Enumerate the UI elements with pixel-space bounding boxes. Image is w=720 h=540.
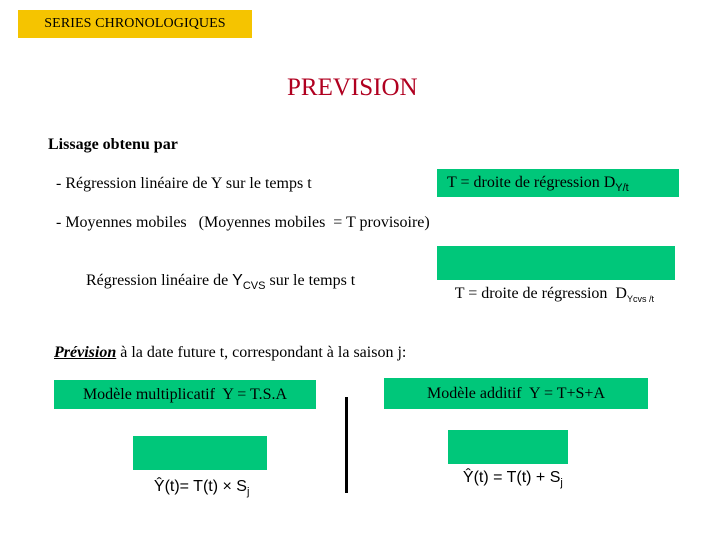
- regression-cvs-before: Régression linéaire de: [86, 272, 233, 289]
- page-title: PREVISION: [287, 74, 418, 101]
- section-tag: SERIES CHRONOLOGIQUES: [18, 10, 252, 38]
- regression-cvs-after: sur le temps t: [265, 272, 356, 289]
- regression-result-box: [437, 169, 679, 197]
- regression-cvs-var-sub: CVS: [242, 280, 266, 292]
- prevision-text: à la date future t, correspondant à la saison j:: [116, 344, 407, 361]
- regression-cvs-result-text: T = droite de régression D: [454, 285, 627, 302]
- lissage-heading: Lissage obtenu par: [48, 136, 178, 153]
- formula-additif: [448, 430, 568, 489]
- formula-multiplicatif-sub: j: [246, 486, 250, 498]
- moyennes-line: - Moyennes mobiles (Moyennes mobiles = T provisoire): [56, 214, 430, 231]
- model-multiplicatif-box: Modèle multiplicatif Y = T.S.A: [54, 380, 316, 409]
- prevision-sentence: [54, 344, 406, 362]
- regression-cvs-var: Y: [232, 272, 243, 289]
- regression-line: - Régression linéaire de Y sur le temps t: [56, 175, 312, 192]
- regression-cvs-line: [78, 254, 355, 290]
- regression-result-text: T = droite de régression D: [447, 174, 616, 191]
- prevision-keyword: Prévision: [54, 344, 117, 361]
- formula-additif-sub: j: [560, 477, 563, 489]
- regression-cvs-result-box: [437, 246, 675, 304]
- regression-cvs-result-sub: Ycvs /t: [626, 294, 654, 304]
- regression-result-sub: Y/t: [615, 182, 629, 194]
- vertical-separator: [345, 397, 348, 493]
- model-additif-box: Modèle additif Y = T+S+A: [384, 378, 648, 409]
- formula-additif-text: Ŷ(t) = T(t) + S: [462, 469, 561, 486]
- formula-multiplicatif-text: Ŷ(t)= T(t) × S: [153, 478, 247, 495]
